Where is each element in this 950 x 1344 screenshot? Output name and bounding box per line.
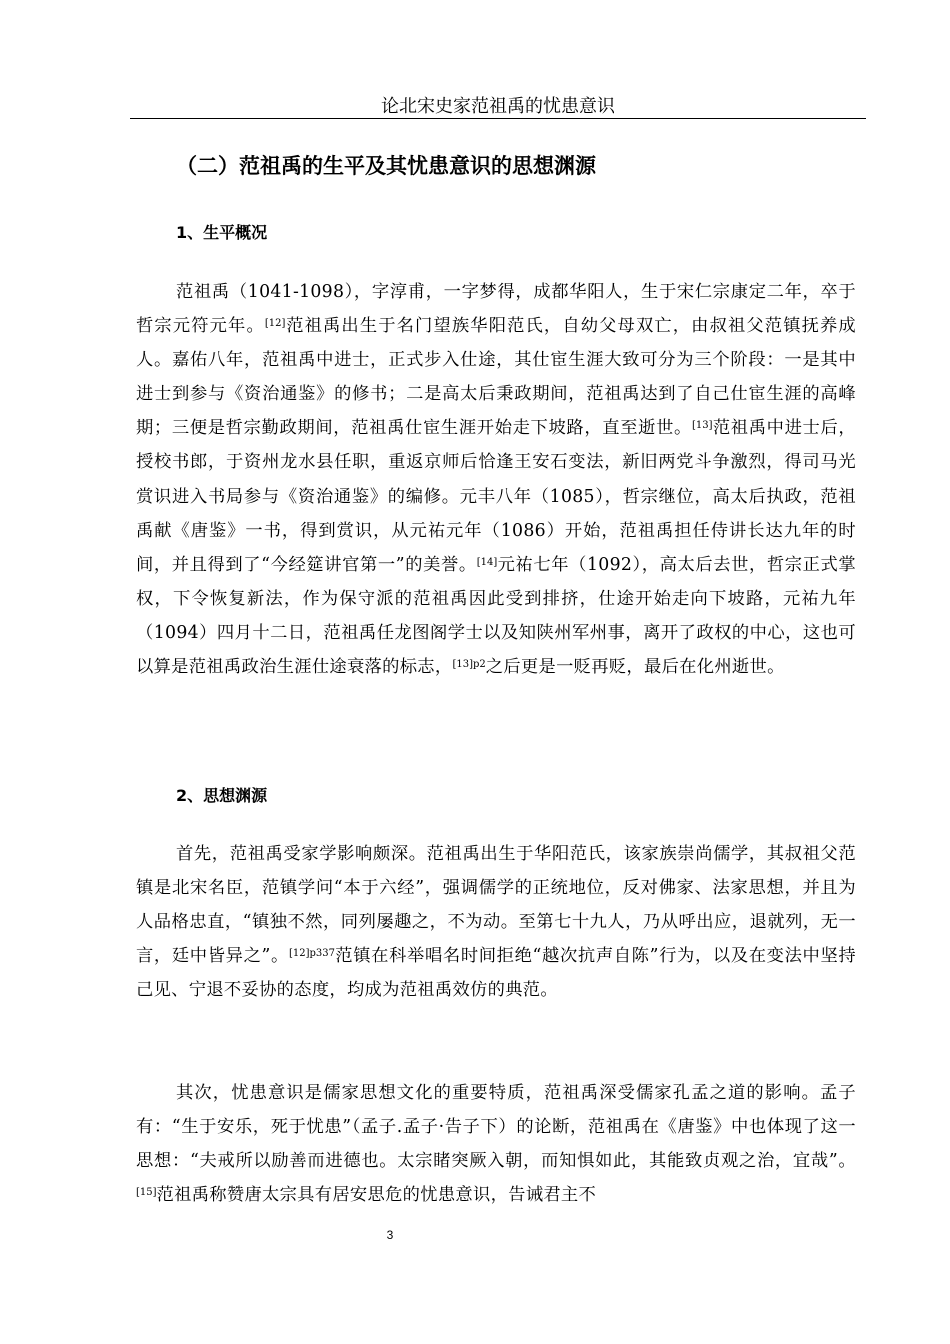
paragraph-confucian-influence: 其次，忧患意识是儒家思想文化的重要特质，范祖禹深受儒家孔孟之道的影响。孟子有：“生于安乐，死于忧患”（孟子.孟子·告子下）的论断，范祖禹在《唐鉴》中也体现了这一思想：“夫戒所以励善而进德也。太宗睹突厥入朝，而知惧如此，其能致贞观之治，宜哉”。[15]范祖禹称赞唐太宗具有居安思危的忧患意识，告诫君主不	[136, 1083, 856, 1206]
citation-ref: [12]	[264, 318, 286, 330]
citation-ref: [14]	[476, 556, 498, 568]
subheading-origins: 2、思想渊源	[176, 786, 268, 805]
citation-ref: [15]	[136, 1187, 157, 1199]
page-number: 3	[386, 1228, 394, 1242]
subheading-biography: 1、生平概况	[176, 223, 268, 242]
section-heading: （二）范祖禹的生平及其忧患意识的思想渊源	[176, 154, 596, 178]
citation-ref: [12]p337	[288, 948, 335, 960]
citation-ref: [13]p2	[452, 659, 486, 671]
header-rule	[130, 118, 866, 119]
citation-ref: [13]	[691, 420, 713, 432]
paragraph-biography: 范祖禹（1041-1098），字淳甫，一字梦得，成都华阳人，生于宋仁宗康定二年，卒于哲宗元符元年。[12]范祖禹出生于名门望族华阳范氏，自幼父母双亡，由叔祖父范镇抚养成人。嘉佑八年，范祖禹中进士，正式步入仕途，其仕宦生涯大致可分为三个阶段：一是其中进士到参与《资治通鉴》的修书；二是高太后秉政期间，范祖禹达到了自己仕宦生涯的高峰期；三便是哲宗勤政期间，范祖禹仕宦生涯开始走下坡路，直至逝世。[13]范祖禹中进士后，授校书郎，于资州龙水县任职，重返京师后恰逢王安石变法，新旧两党斗争激烈，得司马光赏识进入书局参与《资治通鉴》的编修。元丰八年（1085），哲宗继位，高太后执政，范祖禹献《唐鉴》一书，得到赏识，从元祐元年（1086）开始，范祖禹担任侍讲长达九年的时间，并且得到了“今经筵讲官第一”的美誉。[14]元祐七年（1092），高太后去世，哲宗正式掌权，下令恢复新法，作为保守派的范祖禹因此受到排挤，仕途开始走向下坡路，元祐九年（1094）四月十二日，范祖禹任龙图阁学士以及知陕州军州事，离开了政权的中心，这也可以算是范祖禹政治生涯仕途衰落的标志，$^{[13]p2}$之后更是一贬再贬，最后在化州逝世。	[136, 282, 856, 678]
running-header: 论北宋史家范祖禹的忧患意识	[381, 96, 615, 117]
paragraph-family-learning: 首先，范祖禹受家学影响颇深。范祖禹出生于华阳范氏，该家族崇尚儒学，其叔祖父范镇是北宋名臣，范镇学问“本于六经”，强调儒学的正统地位，反对佛家、法家思想，并且为人品格忠直，“镇独不然，同列屡趣之，不为动。至第七十九人，乃从呼出应，退就列，无一言，廷中皆异之”。$^{[12]p337}$范镇在科举唱名时间拒绝“越次抗声自陈”行为，以及在变法中坚持己见、宁退不妥协的态度，均成为范祖禹效仿的典范。	[136, 844, 856, 1001]
